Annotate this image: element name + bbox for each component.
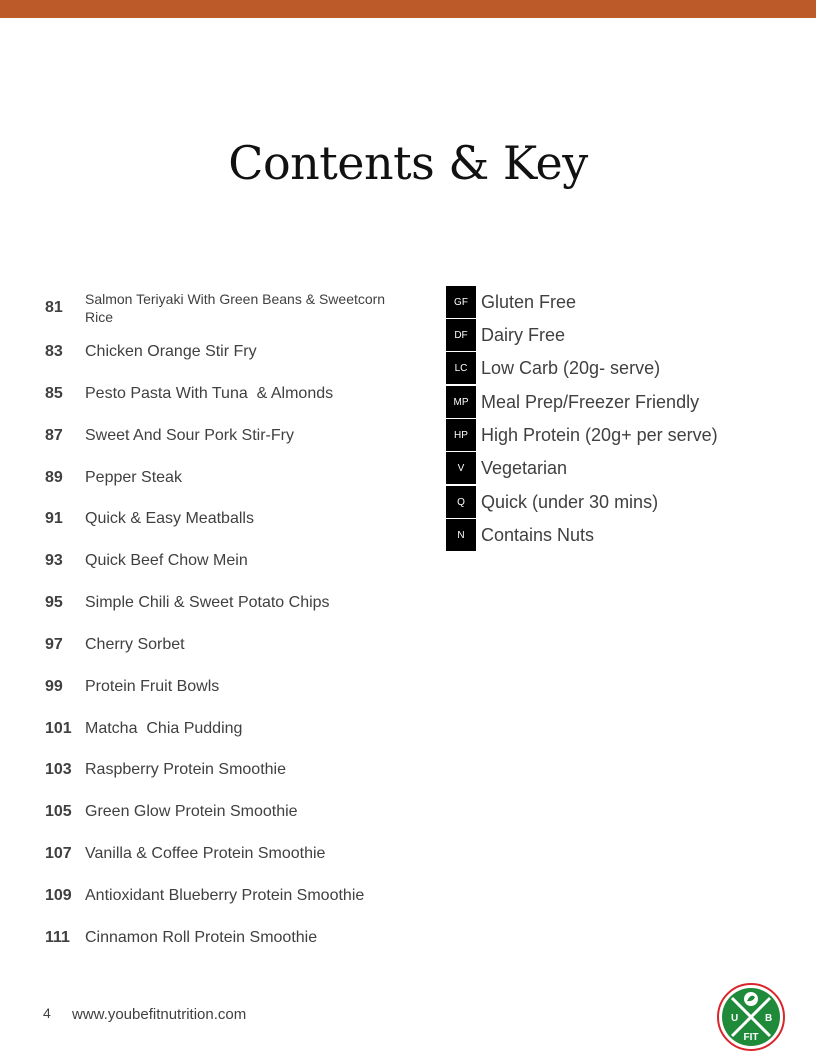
key-badge: N (446, 519, 476, 551)
contents-row (45, 844, 415, 864)
key-row (446, 386, 766, 419)
contents-row (45, 468, 415, 488)
contents-page-number: 103 (45, 761, 72, 778)
key-row (446, 319, 766, 352)
key-label: Gluten Free (481, 292, 577, 312)
contents-page-number: 109 (45, 887, 72, 904)
contents-recipe-name: Green Glow Protein Smoothie (85, 803, 298, 820)
contents-recipe-name: Protein Fruit Bowls (85, 678, 220, 695)
contents-recipe-name: Antioxidant Blueberry Protein Smoothie (85, 887, 365, 904)
contents-page-number: 107 (45, 845, 72, 862)
key-label: Meal Prep/Freezer Friendly (481, 392, 700, 412)
contents-row (45, 635, 415, 655)
key-row (446, 286, 766, 319)
contents-recipe-name: Sweet And Sour Pork Stir-Fry (85, 427, 294, 444)
contents-row (45, 342, 415, 362)
key-label: Low Carb (20g- serve) (481, 358, 661, 378)
contents-recipe-name: Pepper Steak (85, 469, 182, 486)
contents-page-number: 99 (45, 678, 63, 695)
contents-recipe-name: Raspberry Protein Smoothie (85, 761, 286, 778)
contents-row (45, 551, 415, 571)
contents-row (45, 802, 415, 822)
contents-page-number: 101 (45, 720, 72, 737)
contents-page-number: 81 (45, 299, 63, 316)
website-url: www.youbefitnutrition.com (72, 1006, 247, 1023)
key-label: Contains Nuts (481, 525, 595, 545)
page-title: Contents & Key (228, 136, 588, 190)
contents-recipe-name: Simple Chili & Sweet Potato Chips (85, 594, 330, 611)
contents-page-number: 91 (45, 510, 63, 527)
key-badge: LC (446, 352, 476, 384)
key-row (446, 452, 766, 485)
contents-recipe-name: Cherry Sorbet (85, 636, 185, 653)
contents-recipe-name: Pesto Pasta With Tuna & Almonds (85, 385, 334, 402)
contents-row (45, 886, 415, 906)
contents-page-number: 93 (45, 552, 63, 569)
key-row (446, 519, 766, 552)
logo-letter-right: B (765, 1013, 773, 1024)
contents-page-number: 83 (45, 343, 63, 360)
key-badge: Q (446, 486, 476, 518)
key-badge: DF (446, 319, 476, 351)
contents-row (45, 677, 415, 697)
contents-page-number: 95 (45, 594, 63, 611)
contents-row (45, 593, 415, 613)
contents-recipe-name: Cinnamon Roll Protein Smoothie (85, 929, 318, 946)
contents-row (45, 426, 415, 446)
contents-row (45, 719, 415, 739)
key-badge: HP (446, 419, 476, 451)
logo-letter-left: U (731, 1013, 739, 1024)
contents-page-number: 89 (45, 469, 63, 486)
contents-page-number: 87 (45, 427, 63, 444)
key-row (446, 352, 766, 385)
key-label: High Protein (20g+ per serve) (481, 425, 718, 445)
top-accent-bar (0, 0, 816, 18)
contents-page-number: 97 (45, 636, 63, 653)
key-label: Quick (under 30 mins) (481, 492, 659, 512)
page-number: 4 (43, 1005, 51, 1021)
logo-bottom-text: FIT (743, 1032, 759, 1043)
key-label: Dairy Free (481, 325, 566, 345)
key-badge: GF (446, 286, 476, 318)
contents-row (45, 290, 415, 326)
contents-recipe-name: Matcha Chia Pudding (85, 720, 243, 737)
key-badge: V (446, 452, 476, 484)
key-badge: MP (446, 386, 476, 418)
contents-recipe-name: Vanilla & Coffee Protein Smoothie (85, 845, 326, 862)
key-row (446, 486, 766, 519)
contents-row (45, 928, 415, 948)
contents-row (45, 509, 415, 529)
contents-row (45, 384, 415, 404)
contents-recipe-name: Chicken Orange Stir Fry (85, 343, 257, 360)
contents-recipe-name: Quick & Easy Meatballs (85, 510, 254, 527)
contents-page-number: 105 (45, 803, 72, 820)
key-row (446, 419, 766, 452)
contents-row (45, 760, 415, 780)
brand-logo (717, 983, 785, 1051)
contents-page-number: 111 (45, 929, 70, 946)
contents-page-number: 85 (45, 385, 63, 402)
contents-recipe-name: Quick Beef Chow Mein (85, 552, 248, 569)
key-label: Vegetarian (481, 458, 568, 478)
contents-recipe-name: Salmon Teriyaki With Green Beans & Sweetcorn Rice (85, 291, 386, 325)
